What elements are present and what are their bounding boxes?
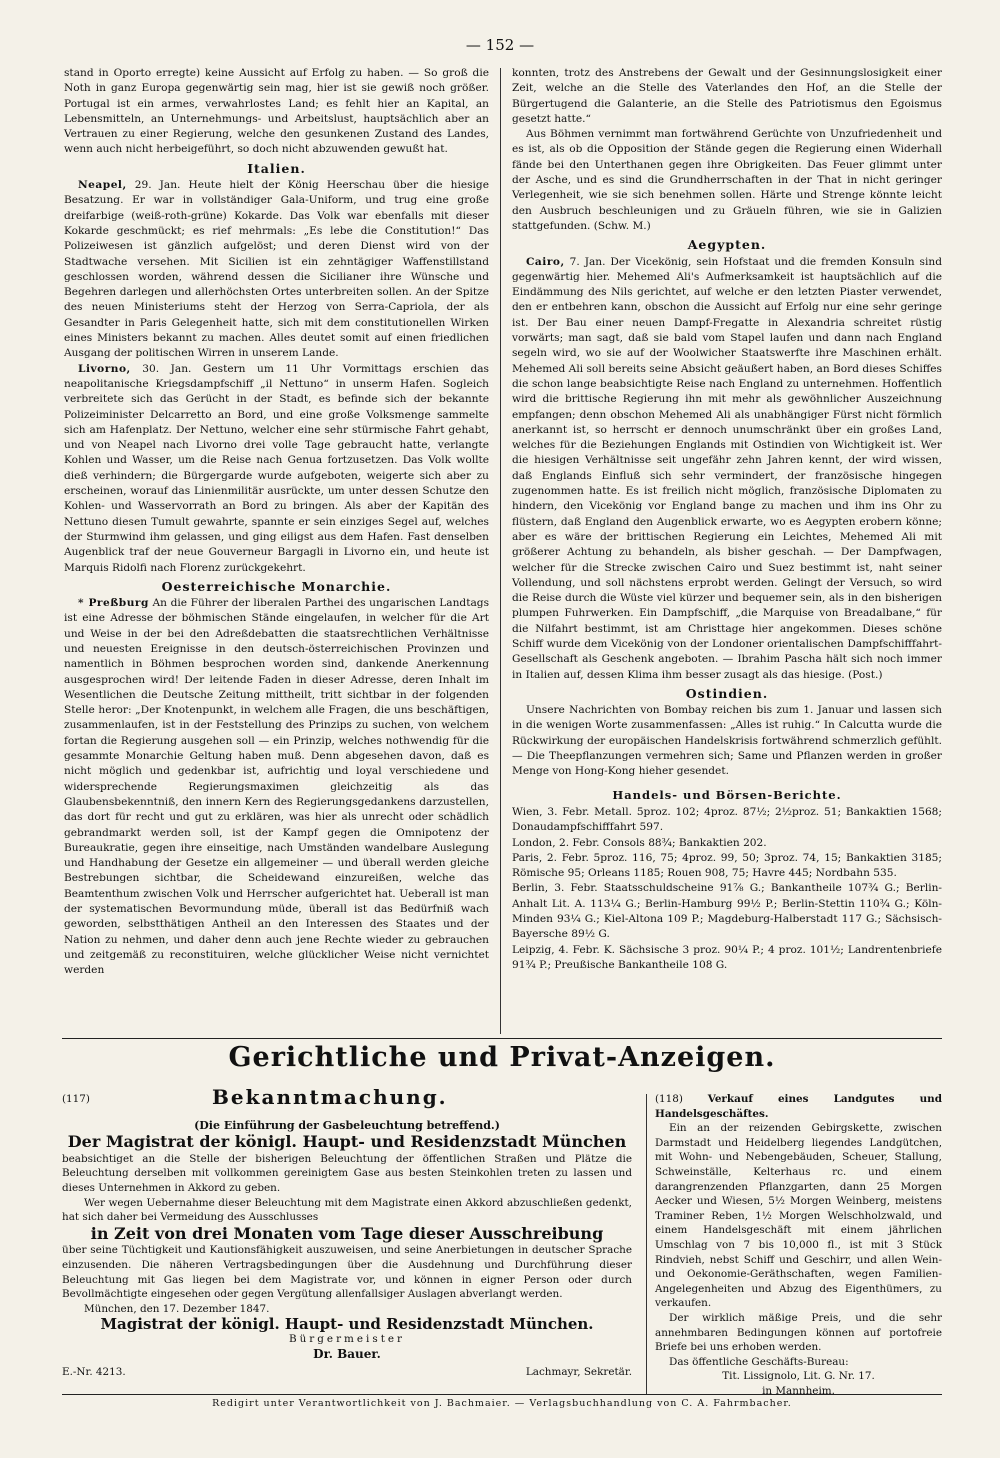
livorno-article xyxy=(64,362,489,576)
ad-date: München, den 17. Dezember 1847. xyxy=(84,1302,270,1315)
ad-paragraph-2: Wer wegen Uebernahme dieser Beleuchtung mit dem Magistrate einen Akkord abzuschließen gedenkt, hat sich daher bei Vermeidung des Ausschlusses xyxy=(62,1196,632,1224)
left-column xyxy=(64,66,489,1036)
ad-secretary: Lachmayr, Sekretär. xyxy=(525,1366,632,1379)
place-cairo: Cairo, xyxy=(526,255,565,268)
market-london: London, 2. Febr. Consols 88¾; Bankaktien 202. xyxy=(512,836,767,849)
market-paris: Paris, 2. Febr. 5proz. 116, 75; 4proz. 99, 50; 3proz. 74, 15; Bankaktien 3185; Römische 95; Orleans 1185; Rouen 908, 75; Havre 445; Nordbahn 535. xyxy=(512,851,942,880)
market-reports xyxy=(512,788,942,974)
page-number: — 152 — xyxy=(465,36,535,54)
place-neapel: Neapel, xyxy=(78,179,127,192)
ad-subtitle: (Die Einführung der Gasbeleuchtung betreffend.) xyxy=(194,1118,500,1132)
continuation-paragraph: konnten, trotz des Anstrebens der Gewalt und der Gesinnungslosigkeit einer Zeit, welche an die Stelle des Vaterlandes den Hof, an die Stelle der Bürgertugend die Galanterie, an die Stelle des Patriotismus den Egoismus gesetzt hatte.“ xyxy=(512,67,942,125)
ad-role: Bürgermeister xyxy=(288,1332,405,1345)
portugal-paragraph: stand in Oporto erregte) keine Aussicht auf Erfolg zu haben. — So groß die Noth in ganz Europa gegenwärtig sein mag, hier ist sie gewiß noch größer. Portugal ist ein armes, verwahrlostes Land; es fehlt hier an Kapital, an Lebensmitteln, an Unternehmungs- und Arbeitslust, hauptsächlich aber an Vertrauen zu einer Regierung, welche den gesunkenen Zustand des Landes, wenn auch nicht herbeigeführt, so doch nicht abzuwenden gewußt hat. xyxy=(64,67,489,156)
ad-divider xyxy=(646,1094,647,1394)
ad2-title: Verkauf eines Landgutes und Handelsgeschäftes. xyxy=(655,1093,942,1120)
ad2-text2: Der wirklich mäßige Preis, und die sehr annehmbaren Bedingungen können auf portofreie Briefe bei uns erhoben werden. xyxy=(655,1311,942,1354)
section-rule xyxy=(62,1038,942,1039)
cairo-text: 7. Jan. Der Vicekönig, sein Hofstaat und die fremden Konsuln sind gegenwärtig hier. Mehemed Ali's Aufmerksamkeit ist hauptsächlich auf die Eindämmung des Nils gerichtet, auf welche er den letzten Piaster verwendet, den er entbehren kann, obschon die Aussicht auf Erfolg nur eine sehr geringe ist. Der Bau einer neuen Dampf-Fregatte in Alexandria schreitet rüstig vorwärts; man sagt, daß sie bald vom Stapel laufen und dann nach England segeln wird, wo sie auf der Woolwicher Staatswerfte ihre Maschinen erhält. Mehemed Ali soll bereits seine Absicht geäußert haben, an Bord dieses Schiffes die schon lange beabsichtigte Reise nach England zu unternehmen. Hoffentlich wird die brittische Regierung ihn mit mehr als gewöhnlicher Auszeichnung empfangen; denn obschon Mehemed Ali als unabhängiger Fürst nicht förmlich anerkannt ist, so herrscht er dennoch unumschränkt über ein großes Land, welches für die Beziehungen Englands mit Ostindien von Wichtigkeit ist. Wer die hiesigen Verhältnisse seit ungefähr zehn Jahren kennt, der wird wissen, daß Englands Einfluß sich sehr vermindert, der französische hingegen zugenommen hatte. Es ist freilich nicht möglich, französische Diplomaten zu hindern, den Vicekönig vor England bange zu machen und ihm ins Ohr zu flüstern, daß England den Augenblick erwarte, wo es Aegypten erobern könne; aber es wäre der brittischen Regierung ein Leichtes, Mehemed Ali mit größerer Achtung zu behandeln, als bisher geschah. — Der Dampfwagen, welcher für die Strecke zwischen Cairo und Suez bestimmt ist, naht seiner Vollendung, und soll nächstens erprobt werden. Gelingt der Versuch, so wird die Reise durch die Wüste viel kürzer und bequemer sein, als in den bisherigen plumpen Fuhrwerken. Ein Dampfschiff, „die Marquise von Breadalbane,“ für die Nilfahrt bestimmt, ist am Christtage hier angekommen. Dieses schöne Schiff wurde dem Vicekönig von der Londoner orientalischen Dampfschifffahrt-Gesellschaft als Geschenk angeboten. — Ibrahim Pascha hält sich noch immer in Italien auf, dessen Klima ihm besser zusagt als das hiesige. (Post.) xyxy=(512,255,942,681)
ad-signature: Magistrat der königl. Haupt- und Residenzstadt München. xyxy=(100,1315,594,1334)
place-livorno: Livorno, xyxy=(78,362,131,375)
ad2-address-1: Tit. Lissignolo, Lit. G. Nr. 17. xyxy=(722,1370,875,1383)
ad-paragraph-1: beabsichtiget an die Stelle der bisherigen Beleuchtung der öffentlichen Straßen und Plätze die Beleuchtung derselben mit vollkommen gereinigtem Gase aus besten Steinkohlen treten zu lassen und dieses Unternehmen in Akkord zu geben. xyxy=(62,1152,632,1194)
ad-issuer: Der Magistrat der königl. Haupt- und Residenzstadt München xyxy=(67,1132,627,1152)
ads-banner: Gerichtliche und Privat-Anzeigen. xyxy=(228,1042,776,1073)
livorno-text: 30. Jan. Gestern um 11 Uhr Vormittags erschien das neapolitanische Kriegsdampfschiff „il Nettuno“ in unserm Hafen. Sogleich verbreitete sich das Gerücht in der Stadt, es befinde sich der bekannte Polizeiminister Delcarretto an Bord, und eine große Volksmenge sammelte sich am Hafenplatz. Der Nettuno, welcher eine sehr stürmische Fahrt gehabt, und von Neapel nach Livorno drei volle Tage gebraucht hatte, verlangte Kohlen und Wasser, um die Reise nach Genua fortzusetzen. Das Volk wollte dieß verhindern; die Bürgergarde wurde aufgeboten, weigerte sich aber zu erscheinen, worauf das Linienmilitär ausrückte, um unter dessen Schutze den Kohlen- und Wasservorrath an Bord zu bringen. Als aber der Kapitän des Nettuno diesen Tumult gewahrte, spannte er sein einziges Segel auf, welches der Sturmwind ihm gelassen, und ging eiligst aus dem Hafen. Fast denselben Augenblick traf der neue Gouverneur Bargagli in Livorno ein, und heute ist Marquis Ridolfi nach Florenz zurückgekehrt. xyxy=(64,362,489,574)
right-column xyxy=(512,66,942,1036)
ad2-text3: Das öffentliche Geschäfts-Bureau: xyxy=(669,1355,849,1368)
ostindien-paragraph: Unsere Nachrichten von Bombay reichen bis zum 1. Januar und lassen sich in die wenigen Worte zusammenfassen: „Alles ist ruhig.“ In Calcutta wurde die Rückwirkung der europäischen Handelskrisis fortwährend schmerzlich gefühlt. — Die Theepflanzungen vermehren sich; Same und Pflanzen werden in großer Menge von Hong-Kong hieher gesendet. xyxy=(512,704,942,778)
heading-ostindien: Ostindien. xyxy=(685,685,769,701)
ad2-text: Ein an der reizenden Gebirgskette, zwischen Darmstadt und Heidelberg liegendes Landgütchen, mit Wohn- und Nebengebäuden, Scheuer, Stallung, Schweinställe, Kelterhaus rc. und einem darangrenzenden Pflanzgarten, dann 25 Morgen Aecker und Wiesen, 5½ Morgen Weinberg, meistens Traminer Reben, 1½ Morgen Welschholzwald, und einem Handelsgeschäft mit einem jährlichen Umschlag von 7 bis 10,000 fl., ist mit 3 Stück Rindvieh, nebst Schiff und Geschirr, und allen Wein- und Oekonomie-Geräthschaften, wegen Familien-Angelegenheiten und Abzug des Eigenthümers, zu verkaufen. xyxy=(655,1122,942,1310)
heading-aegypten: Aegypten. xyxy=(687,237,767,253)
heading-oesterreich: Oesterreichische Monarchie. xyxy=(161,578,392,594)
market-leipzig: Leipzig, 4. Febr. K. Sächsische 3 proz. 90¼ P.; 4 proz. 101½; Landrentenbriefe 91¾ P.; Preußische Bankantheile 108 G. xyxy=(512,943,942,971)
ad-deadline: in Zeit von drei Monaten vom Tage dieser Ausschreibung xyxy=(90,1223,604,1243)
ad-footer-row xyxy=(62,1365,632,1380)
cairo-article xyxy=(512,255,942,683)
ad2-header xyxy=(655,1092,942,1121)
market-title: Handels- und Börsen-Berichte. xyxy=(612,787,842,802)
heading-italien: Italien. xyxy=(247,160,306,176)
market-berlin: Berlin, 3. Febr. Staatsschuldscheine 91⅞ G.; Bankantheile 107¾ G.; Berlin-Anhalt Lit. A. 113¼ G.; Berlin-Hamburg 99½ P.; Berlin-Stettin 110¾ G.; Köln-Minden 93¼ G.; Kiel-Altona 109 P.; Magdeburg-Halberstadt 117 G.; Sächsisch-Bayersche 89½ G. xyxy=(512,882,942,941)
boehmen-paragraph: Aus Böhmen vernimmt man fortwährend Gerüchte von Unzufriedenheit und es ist, als ob die Opposition der Stände gegen die Regierung einen Widerhall fände bei den Unterthanen gegen ihre Obrigkeiten. Das Feuer glimmt unter der Asche, und es sind die Grundherrschaften in der That in nicht geringer Verlegenheit, wie sie sich benehmen sollen. Härte und Strenge könnte leicht den Ausbruch beschleunigen und zu Gräueln führen, wie sie in Galizien stattgefunden. (Schw. M.) xyxy=(512,128,942,232)
ad2-number: (118) xyxy=(655,1093,683,1105)
ad-ref: E.-Nr. 4213. xyxy=(62,1366,126,1379)
column-divider xyxy=(500,68,501,1034)
ad-paragraph-3: über seine Tüchtigkeit und Kautionsfähigkeit auszuweisen, und seine Anerbietungen in deutscher Sprache einzusenden. Die näheren Vertragsbedingungen über die Ausdehnung und Durchführung dieser Beleuchtung mit Gas liegen bei dem Magistrate vor, und können in eigner Person oder durch Bevollmächtigte eingesehen oder gegen Vergütung allenfallsiger Auslagen abverlangt werden. xyxy=(62,1244,632,1301)
place-pressburg: * Preßburg xyxy=(78,597,149,610)
market-wien: Wien, 3. Febr. Metall. 5proz. 102; 4proz. 87½; 2½proz. 51; Bankaktien 1568; Donaudampfschifffahrt 597. xyxy=(512,805,942,834)
ad-number: (117) xyxy=(62,1093,90,1105)
imprint-footer: Redigirt unter Verantwortlichkeit von J. Bachmaier. — Verlagsbuchhandlung von C. A. Fahrmbacher. xyxy=(212,1398,792,1409)
neapel-text: 29. Jan. Heute hielt der König Heerschau über die hiesige Besatzung. Er war in vollständiger Gala-Uniform, und trug eine große dreifarbige (weiß-roth-grüne) Kokarde. Das Volk war ebenfalls mit dieser Kokarde geschmückt; es rief mehrmals: „Es lebe die Constitution!“ Das Polizeiwesen ist gänzlich aufgelöst; und deren Dienst wird von der Stadtwache versehen. Mit Sicilien ist ein zehntägiger Waffenstillstand geschlossen worden, während dessen die Sicilianer ihre Wünsche und Begehren darlegen und allerhöchsten Ortes unterbreiten sollen. An der Spitze des neuen Ministeriums steht der Herzog von Serra-Capriola, der als Gesandter in Paris Gelegenheit hatte, sich mit dem constitutionellen Wirken eines Ministers bekannt zu machen. Alles deutet somit auf einen friedlichen Ausgang der politischen Wirren in unserem Lande. xyxy=(64,179,489,360)
ad-title: Bekanntmachung. xyxy=(212,1085,448,1109)
ad-name: Dr. Bauer. xyxy=(313,1346,381,1361)
ad2-address-2: in Mannheim. xyxy=(762,1384,835,1397)
ad-117 xyxy=(62,1085,632,1380)
ad-118 xyxy=(655,1092,942,1398)
pressburg-text: An die Führer der liberalen Parthei des ungarischen Landtags ist eine Adresse der böhmischen Stände eingelaufen, in welcher für die Art und Weise in der bei den Adreßdebatten die staatsrechtlichen Verhältnisse und neuesten Ereignisse in den deutsch-österreichischen Provinzen und namentlich in Böhmen besprochen worden sind, dankende Anerkennung ausgesprochen wird! Der leitende Faden in dieser Adresse, deren Inhalt im Wesentlichen die Deutsche Zeitung mittheilt, tritt sichtbar in der folgenden Stelle heror: „Der Knotenpunkt, in welchem alle Fragen, die uns beschäftigen, zusammenlaufen, ist in der Feststellung des Prinzips zu suchen, von welchem fortan die Regierung ausgehen soll — ein Prinzip, welches nothwendig für die gesammte Monarchie Geltung haben muß. Denn abgesehen davon, daß es nicht möglich und gedenkbar ist, aufrichtig und loyal verschiedene und widersprechende Regierungsmaximen gleichzeitig als das Glaubensbekenntniß, den innern Kern des Regierungsgedankens darzustellen, das dort für recht und gut zu erklären, was hier als unrecht oder schädlich gebrandmarkt werden soll, ist der Kampf gegen die Omnipotenz der Bureaukratie, gegen ihre einseitige, nach Umständen wandelbare Auslegung und Handhabung der Gesetze ein allgemeiner — und überall werden gleiche Bestrebungen sichtbar, die Scheidewand einzureißen, welche das Beamtenthum zwischen Volk und Herrscher aufgerichtet hat. Ueberall ist man der systematischen Bevormundung müde, überall ist das Bedürfniß wach geworden, selbstthätigen Antheil an den Interessen des Staates und der Nation zu nehmen, und daher denn auch jene Rechte wieder zu gebrauchen und zeitgemäß zu reconstituiren, welche glücklicher Weise nicht vernichtet werden xyxy=(64,597,489,977)
pressburg-article xyxy=(64,596,489,978)
footer-rule xyxy=(62,1394,942,1395)
neapel-article xyxy=(64,178,489,362)
